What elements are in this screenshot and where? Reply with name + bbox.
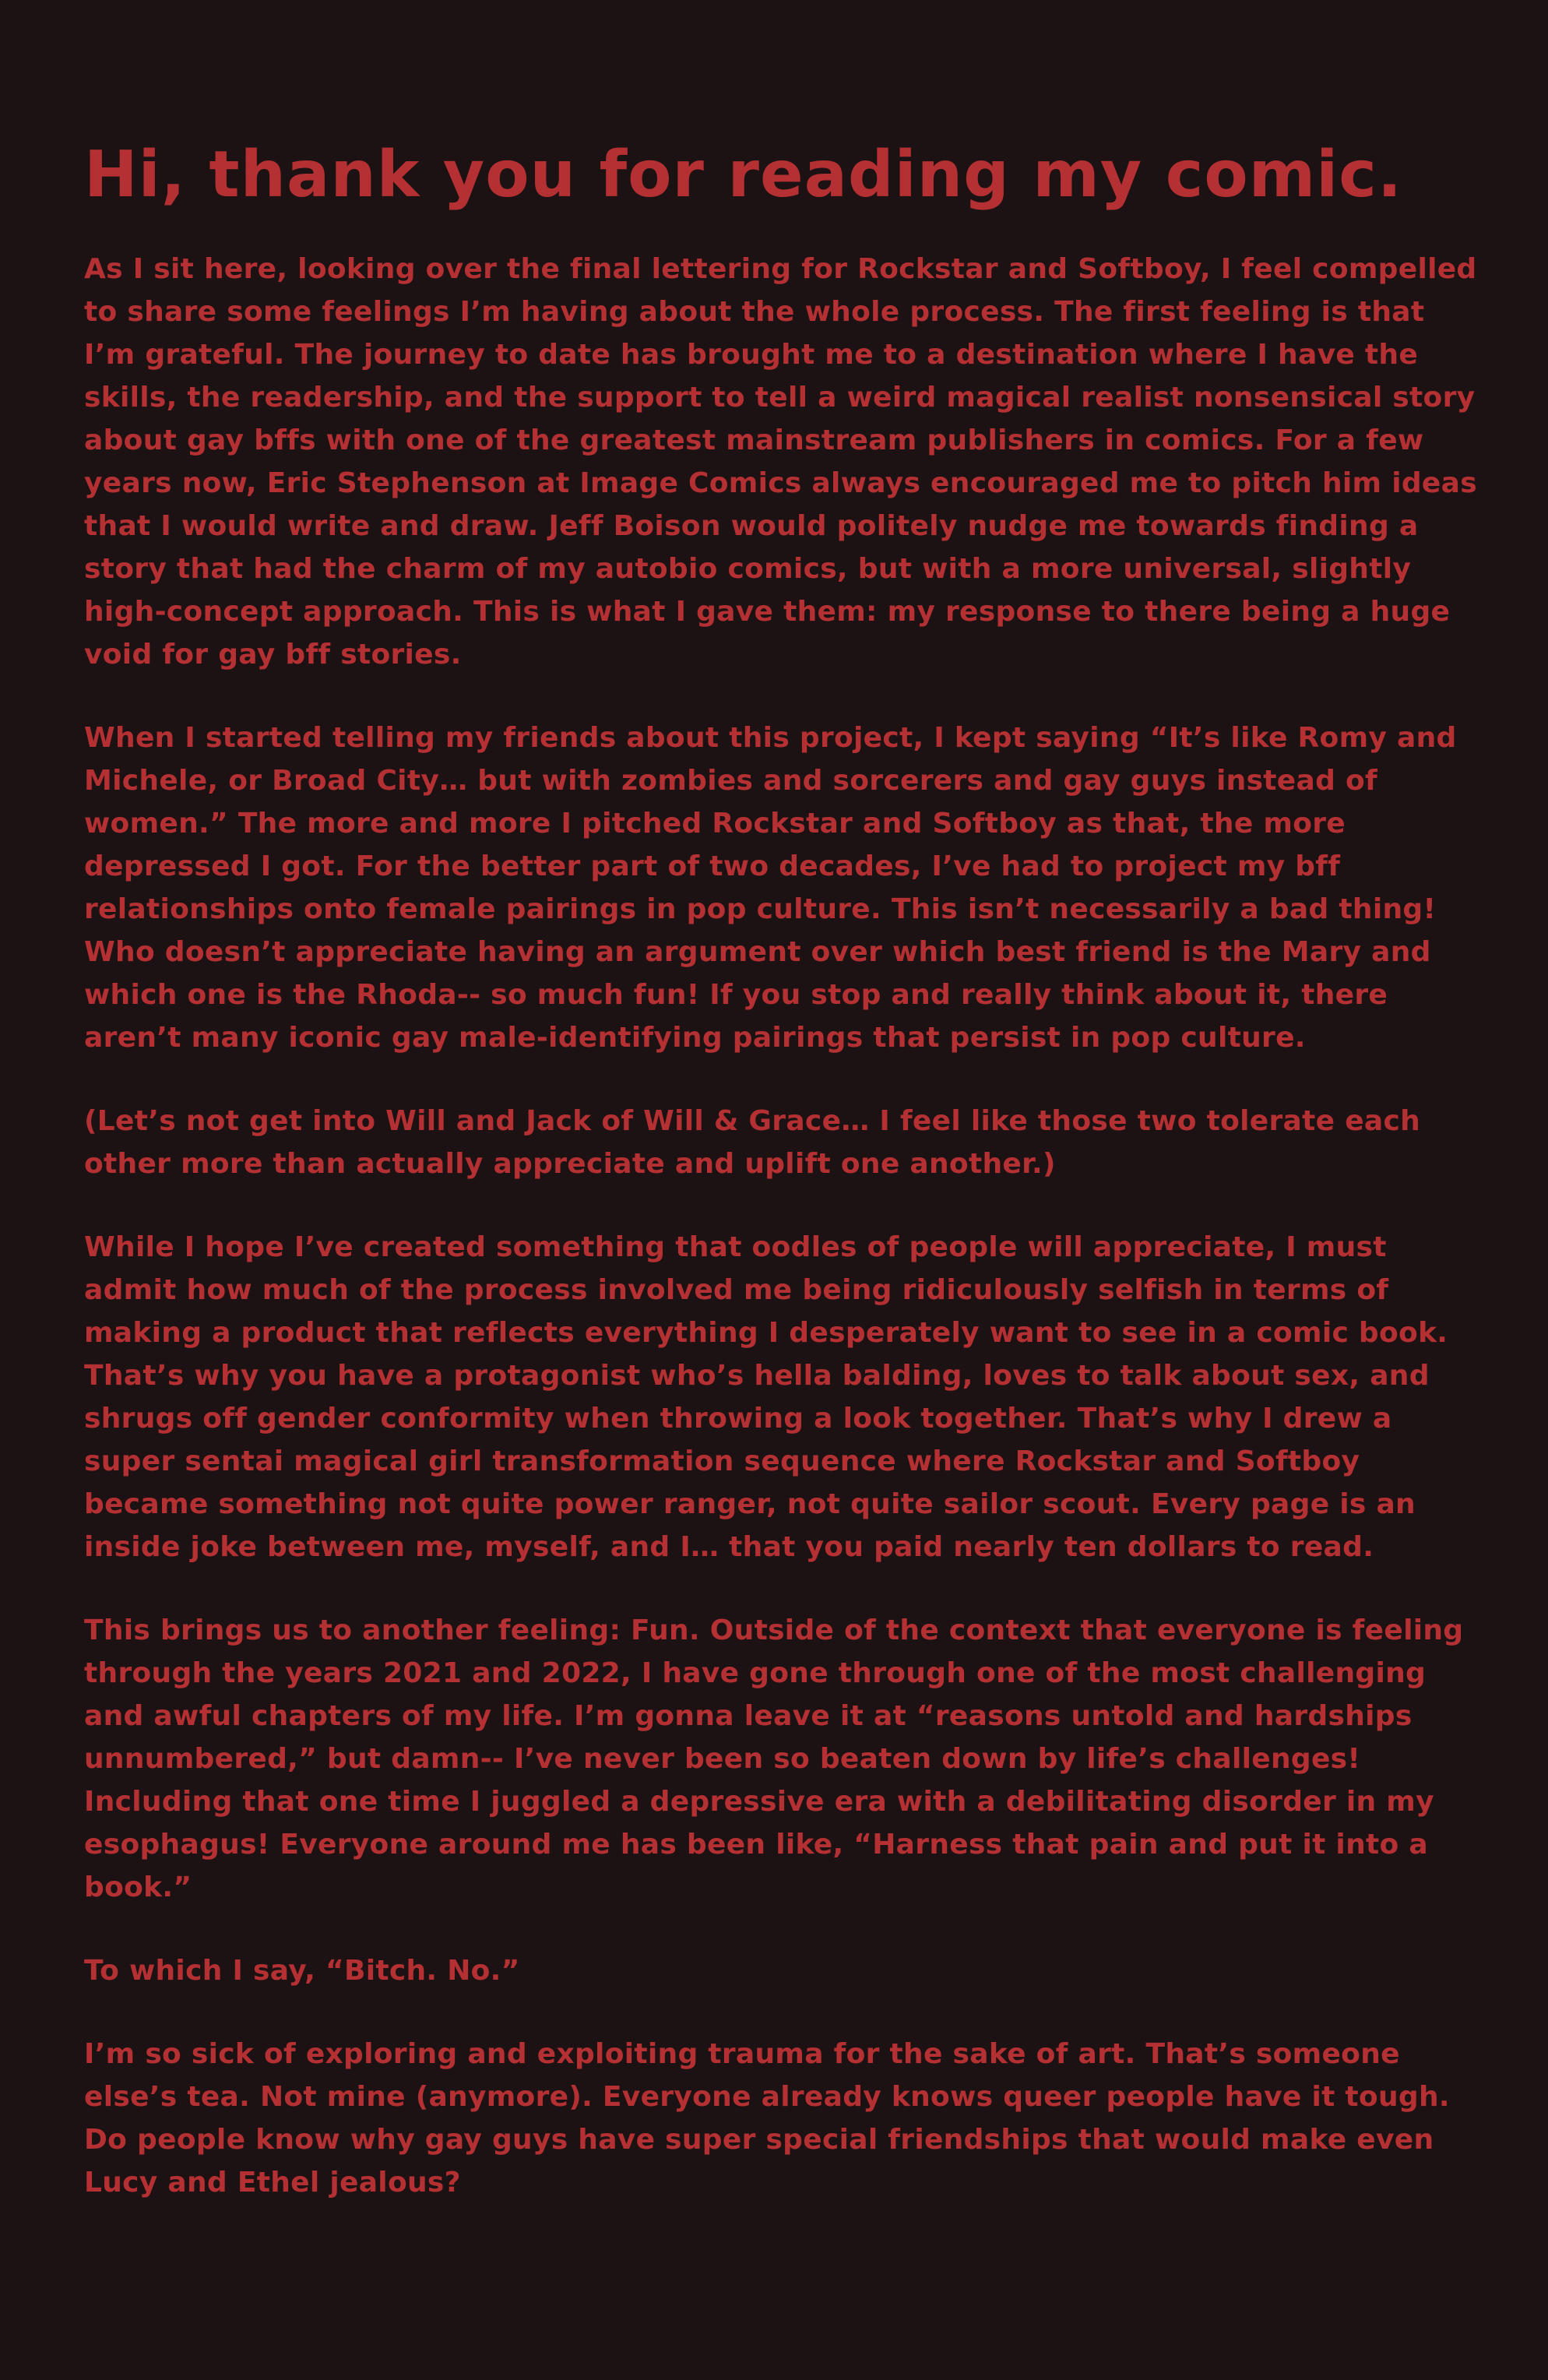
paragraph-1: As I sit here, looking over the final lettering for Rockstar and Softboy, I feel compelled to share some feelings I’m having about the whole process. The first feeling is that I’m grateful. The journey to date has brought me to a destination where I have the skills, the readership, and the support to tell a weird magical realist nonsensical story about gay bffs with one of the greatest mainstream publishers in comics. For a few years now, Eric Stephenson at Image Comics always encouraged me to pitch him ideas that I would write and draw. Jeff Boison would politely nudge me towards finding a story that had the charm of my autobio comics, but with a more universal, slightly high-concept approach. This is what I gave them: my response to there being a huge void for gay bff stories. bbox=[84, 253, 1477, 671]
paragraph-2: When I started telling my friends about this project, I kept saying “It’s like Romy and Michele, or Broad City… but with zombies and sorcerers and gay guys instead of women.” The more and more I pitched Rockstar and Softboy as that, the more depressed I got. For the better part of two decades, I’ve had to project my bff relationships onto female pairings in pop culture. This isn’t necessarily a bad thing! Who doesn’t appreciate having an argument over which best friend is the Mary and which one is the Rhoda-- so much fun! If you stop and really think about it, there aren’t many iconic gay male-identifying pairings that persist in pop culture. bbox=[84, 722, 1457, 1054]
letter-title: Hi, thank you for reading my comic. bbox=[84, 138, 1403, 212]
letter-page bbox=[84, 140, 1478, 2244]
paragraph-3: (Let’s not get into Will and Jack of Will & Grace… I feel like those two tolerate each other more than actually appreciate and uplift one another.) bbox=[84, 1105, 1421, 1181]
paragraph-5: This brings us to another feeling: Fun. Outside of the context that everyone is feeling through the years 2021 and 2022, I have gone through one of the most challenging and awful chapters of my life. I’m gonna leave it at “reasons untold and hardships unnumbered,” but damn-- I’ve never been so beaten down by life’s challenges! Including that one time I juggled a depressive era with a debilitating disorder in my esophagus! Everyone around me has been like, “Harness that pain and put it into a book.” bbox=[84, 1614, 1464, 1904]
paragraph-6: To which I say, “Bitch. No.” bbox=[84, 1955, 520, 1987]
paragraph-7: I’m so sick of exploring and exploiting trauma for the sake of art. That’s someone else’s tea. Not mine (anymore). Everyone already knows queer people have it tough. Do people know why gay guys have super special friendships that would make even Lucy and Ethel jealous? bbox=[84, 2038, 1450, 2199]
paragraph-4: While I hope I’ve created something that oodles of people will appreciate, I must admit how much of the process involved me being ridiculously selfish in terms of making a product that reflects everything I desperately want to see in a comic book. That’s why you have a protagonist who’s hella balding, loves to talk about sex, and shrugs off gender conformity when throwing a look together. That’s why I drew a super sentai magical girl transformation sequence where Rockstar and Softboy became something not quite power ranger, not quite sailor scout. Every page is an inside joke between me, myself, and I… that you paid nearly ten dollars to read. bbox=[84, 1231, 1448, 1564]
